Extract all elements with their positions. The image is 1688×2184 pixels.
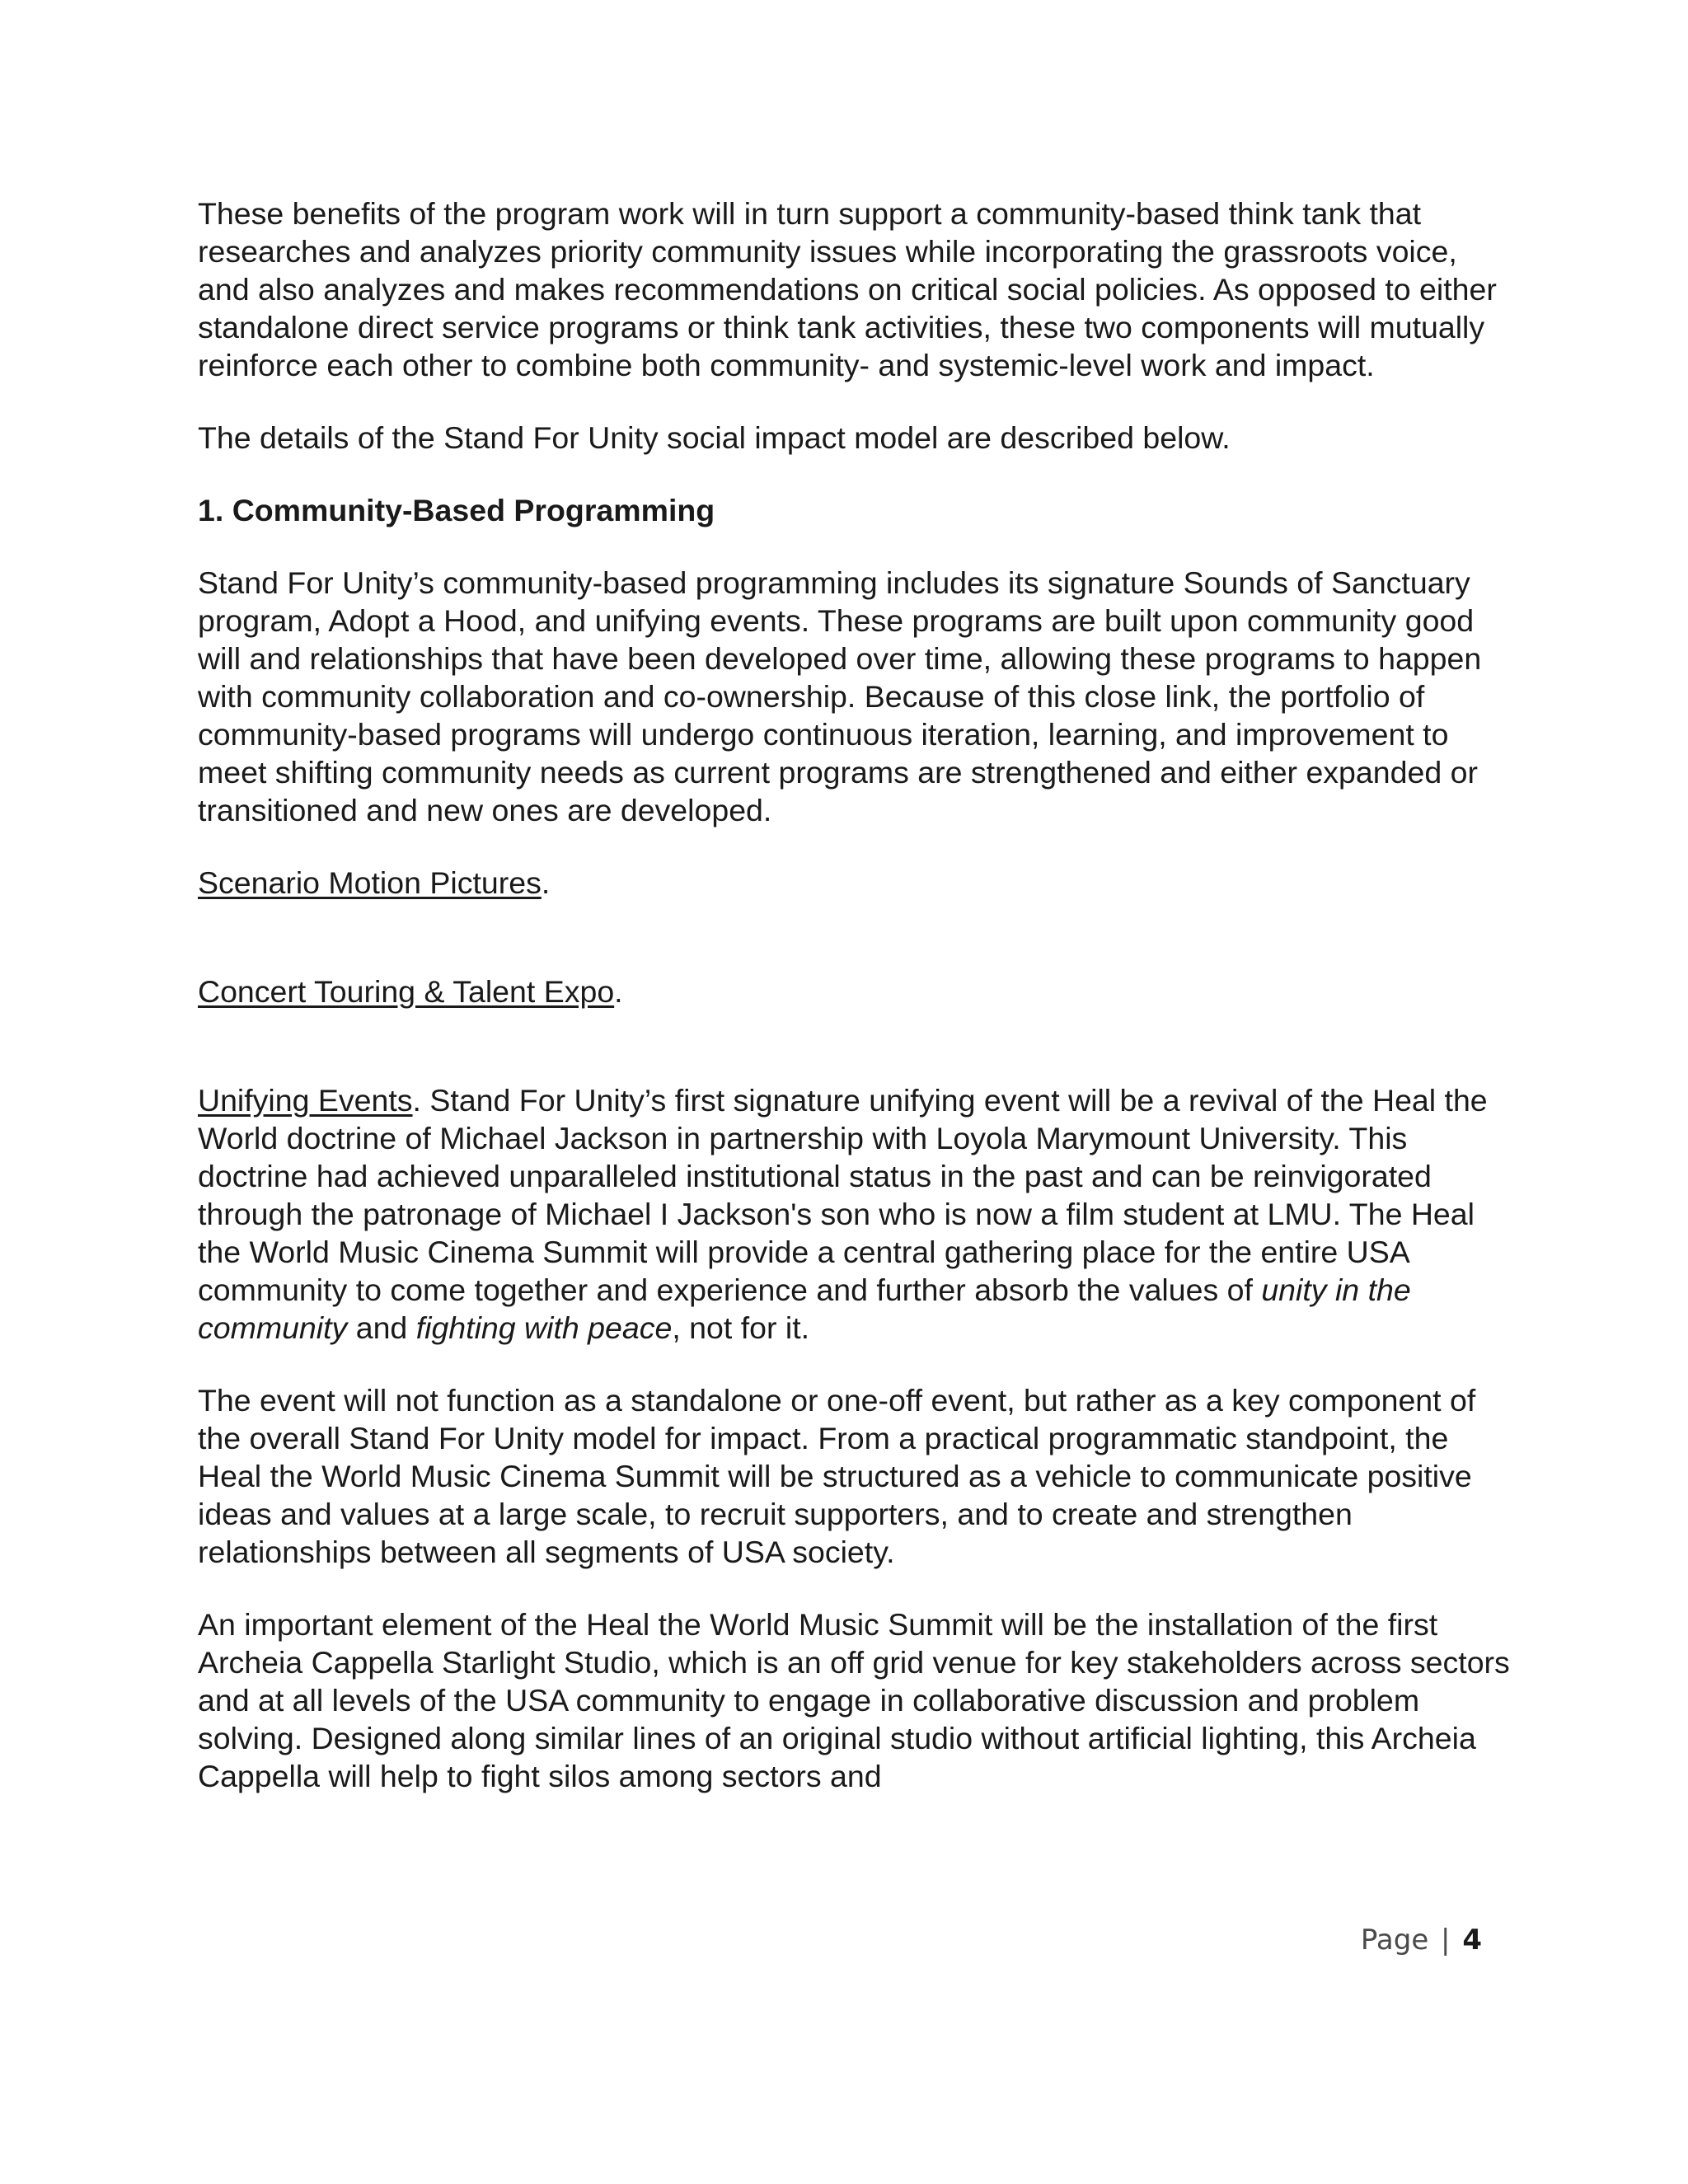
unifying-text-3: , not for it.: [672, 1310, 810, 1345]
unifying-text-2: and: [347, 1310, 416, 1345]
paragraph-unifying-events: [198, 1081, 1517, 1347]
paragraph-community-programming: Stand For Unity’s community-based programming includes its signature Sounds of Sanctuary program, Adopt a Hood, and unifying events. These programs are built upon community good will and relationships that have been developed over time, allowing these programs to happen with community collaboration and co-ownership. Because of this close link, the portfolio of community-based programs will undergo continuous iteration, learning, and improvement to meet shifting community needs as current programs are strengthened and either expanded or transitioned and new ones are developed.: [198, 565, 1482, 827]
page-separator: |: [1441, 1924, 1451, 1957]
concert-period: .: [614, 974, 623, 1009]
unifying-italic-1: unity in the community: [198, 1272, 1411, 1345]
paragraph-think-tank: These benefits of the program work will in turn support a community-based think tank that researches and analyzes priority community issues while incorporating the grassroots voice, and also analyzes and makes recommendations on critical social policies. As opposed to either standalone direct service programs or think tank activities, these two components will mutually reinforce each other to combine both community- and systemic-level work and impact.: [198, 196, 1497, 382]
paragraph-archeia-cappella: An important element of the Heal the World Music Summit will be the installation of the first Archeia Cappella Starlight Studio, which is an off grid venue for key stakeholders across sectors and at all levels of the USA community to engage in collaborative discussion and problem solving. Designed along similar lines of an original studio without artificial lighting, this Archeia Cappella will help to fight silos among sectors and: [198, 1607, 1510, 1793]
scenario-period: .: [541, 865, 551, 900]
page-label: Page: [1360, 1924, 1429, 1957]
page-number-footer: [1361, 1924, 1482, 1957]
subheading-scenario-motion-pictures: [198, 864, 1517, 902]
unifying-events-label: Unifying Events: [198, 1083, 413, 1118]
page-body: [198, 194, 1517, 1830]
subheading-concert-touring: [198, 972, 1517, 1010]
paragraph-model-intro: The details of the Stand For Unity social impact model are described below.: [198, 420, 1231, 455]
section-heading-community-programming: 1. Community-Based Programming: [198, 493, 715, 527]
scenario-label: Scenario Motion Pictures: [198, 865, 542, 900]
unifying-text-1: . Stand For Unity’s first signature unifying event will be a revival of the Heal the World doctrine of Michael Jackson in partnership with Loyola Marymount University. This doctrine had achieved unparalleled institutional status in the past and can be reinvigorated through the patronage of Michael I Jackson's son who is now a film student at LMU. The Heal the World Music Cinema Summit will provide a central gathering place for the entire USA community to come together and experience and further absorb the values of: [198, 1083, 1488, 1307]
unifying-italic-2: fighting with peace: [415, 1310, 673, 1345]
concert-label: Concert Touring & Talent Expo: [198, 974, 615, 1009]
paragraph-event-function: The event will not function as a standalone or one-off event, but rather as a key component of the overall Stand For Unity model for impact. From a practical programmatic standpoint, the Heal the World Music Cinema Summit will be structured as a vehicle to communicate positive ideas and values at a large scale, to recruit supporters, and to create and strengthen relationships between all segments of USA society.: [198, 1383, 1476, 1569]
page-number: 4: [1462, 1924, 1482, 1957]
